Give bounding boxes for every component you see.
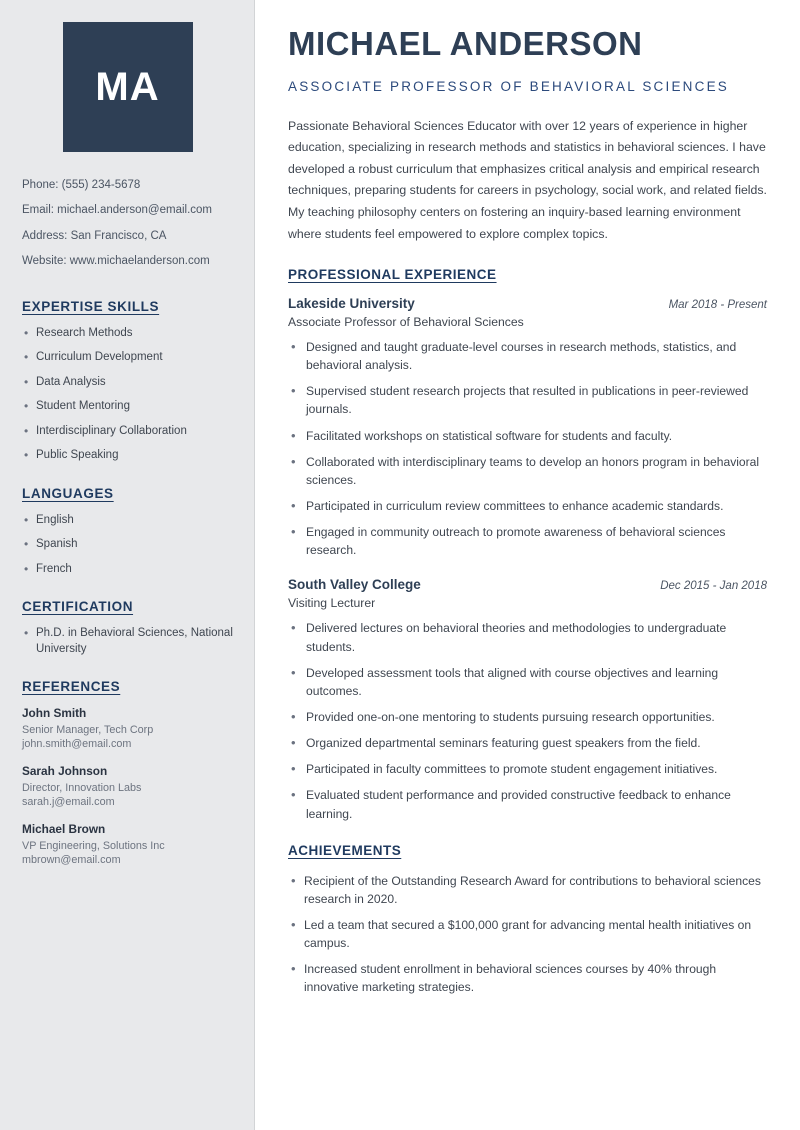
languages-section (22, 486, 233, 578)
responsibility-list (288, 619, 767, 822)
list-item: • Spanish (22, 537, 233, 553)
certification-section (22, 599, 233, 657)
achievements-heading: ACHIEVEMENTS (288, 842, 402, 858)
achievements-section (288, 843, 767, 997)
list-item: • Delivered lectures on behavioral theories and methodologies to undergraduate students. (288, 619, 767, 655)
reference-role: Senior Manager, Tech Corp (22, 724, 154, 737)
list-item: • Engaged in community outreach to promote awareness of behavioral sciences research. (288, 523, 767, 559)
contact-phone: Phone: (555) 234-5678 (22, 179, 141, 191)
languages-heading: LANGUAGES (22, 485, 114, 501)
job-role: Visiting Lecturer (288, 596, 376, 611)
list-item: • English (22, 513, 233, 529)
reference-email: john.smith@email.com (22, 738, 132, 751)
achievements-list (288, 872, 767, 997)
employer-name: Lakeside University (288, 296, 415, 312)
list-item: • Participated in curriculum review committees to enhance academic standards. (288, 497, 767, 515)
list-item: • Interdisciplinary Collaboration (22, 424, 233, 440)
experience-item (288, 577, 767, 822)
list-item: • Provided one-on-one mentoring to students pursuing research opportunities. (288, 708, 767, 726)
sidebar (0, 0, 255, 1130)
expertise-skills-list (22, 326, 233, 464)
languages-list (22, 513, 233, 578)
employment-dates: Mar 2018 - Present (668, 299, 767, 312)
reference-item (22, 822, 233, 867)
employment-dates: Dec 2015 - Jan 2018 (660, 580, 767, 593)
reference-item (22, 706, 233, 751)
contact-info-list (22, 178, 233, 269)
contact-website: Website: www.michaelanderson.com (22, 255, 210, 268)
reference-item (22, 764, 233, 809)
list-item: • Collaborated with interdisciplinary teams to develop an honors program in behavioral sciences. (288, 453, 767, 489)
list-item: • Ph.D. in Behavioral Sciences, National University (22, 626, 233, 657)
reference-role: VP Engineering, Solutions Inc (22, 840, 165, 853)
employer-name: South Valley College (288, 577, 421, 593)
contact-email: Email: michael.anderson@email.com (22, 204, 212, 217)
job-role: Associate Professor of Behavioral Sciences (288, 315, 524, 330)
professional-title: ASSOCIATE PROFESSOR OF BEHAVIORAL SCIENCES (288, 79, 729, 95)
list-item: • Curriculum Development (22, 350, 233, 366)
certification-heading: CERTIFICATION (22, 599, 134, 615)
list-item: • Facilitated workshops on statistical software for students and faculty. (288, 427, 767, 445)
main-content (255, 0, 800, 1130)
reference-email: mbrown@email.com (22, 854, 121, 867)
list-item: • Supervised student research projects that resulted in publications in peer-reviewed journals. (288, 382, 767, 418)
avatar-monogram: MA (63, 22, 193, 152)
experience-item (288, 296, 767, 559)
list-item: • Recipient of the Outstanding Research Award for contributions to behavioral sciences research in 2020. (288, 872, 767, 908)
reference-name: Sarah Johnson (22, 764, 108, 779)
reference-name: John Smith (22, 706, 87, 721)
list-item: • Designed and taught graduate-level courses in research methods, statistics, and behavioral analysis. (288, 338, 767, 374)
certification-list (22, 626, 233, 657)
list-item: • Participated in faculty committees to promote student engagement initiatives. (288, 760, 767, 778)
reference-role: Director, Innovation Labs (22, 782, 142, 795)
professional-summary: Passionate Behavioral Sciences Educator with over 12 years of experience in higher education, specializing in research methods and statistics in behavioral sciences. I have developed a robust curriculum that emphasizes critical analysis and empirical research techniques, preparing students for careers in psychology, social work, and related fields. My teaching philosophy centers on fostering an inquiry-based learning environment where students feel empowered to explore complex topics. (288, 118, 767, 241)
references-section (22, 679, 233, 867)
professional-experience-section (288, 267, 767, 823)
list-item: • Evaluated student performance and provided constructive feedback to enhance learning. (288, 786, 767, 822)
page-title: MICHAEL ANDERSON (288, 25, 643, 62)
reference-email: sarah.j@email.com (22, 796, 115, 809)
list-item: • Increased student enrollment in behavioral sciences courses by 40% through innovative marketing strategies. (288, 960, 767, 996)
list-item: • Student Mentoring (22, 399, 233, 415)
expertise-skills-section (22, 299, 233, 464)
contact-address: Address: San Francisco, CA (22, 229, 167, 242)
responsibility-list (288, 338, 767, 559)
list-item: • Research Methods (22, 326, 233, 342)
experience-header (288, 296, 767, 311)
list-item: • French (22, 562, 233, 578)
list-item: • Developed assessment tools that aligned with course objectives and learning outcomes. (288, 664, 767, 700)
list-item: • Led a team that secured a $100,000 grant for advancing mental health initiatives on campus. (288, 916, 767, 952)
list-item: • Public Speaking (22, 448, 233, 464)
references-heading: REFERENCES (22, 679, 121, 695)
professional-experience-heading: PROFESSIONAL EXPERIENCE (288, 267, 497, 283)
experience-header (288, 577, 767, 592)
reference-name: Michael Brown (22, 822, 106, 837)
expertise-skills-heading: EXPERTISE SKILLS (22, 298, 160, 314)
list-item: • Data Analysis (22, 375, 233, 391)
list-item: • Organized departmental seminars featuring guest speakers from the field. (288, 734, 767, 752)
